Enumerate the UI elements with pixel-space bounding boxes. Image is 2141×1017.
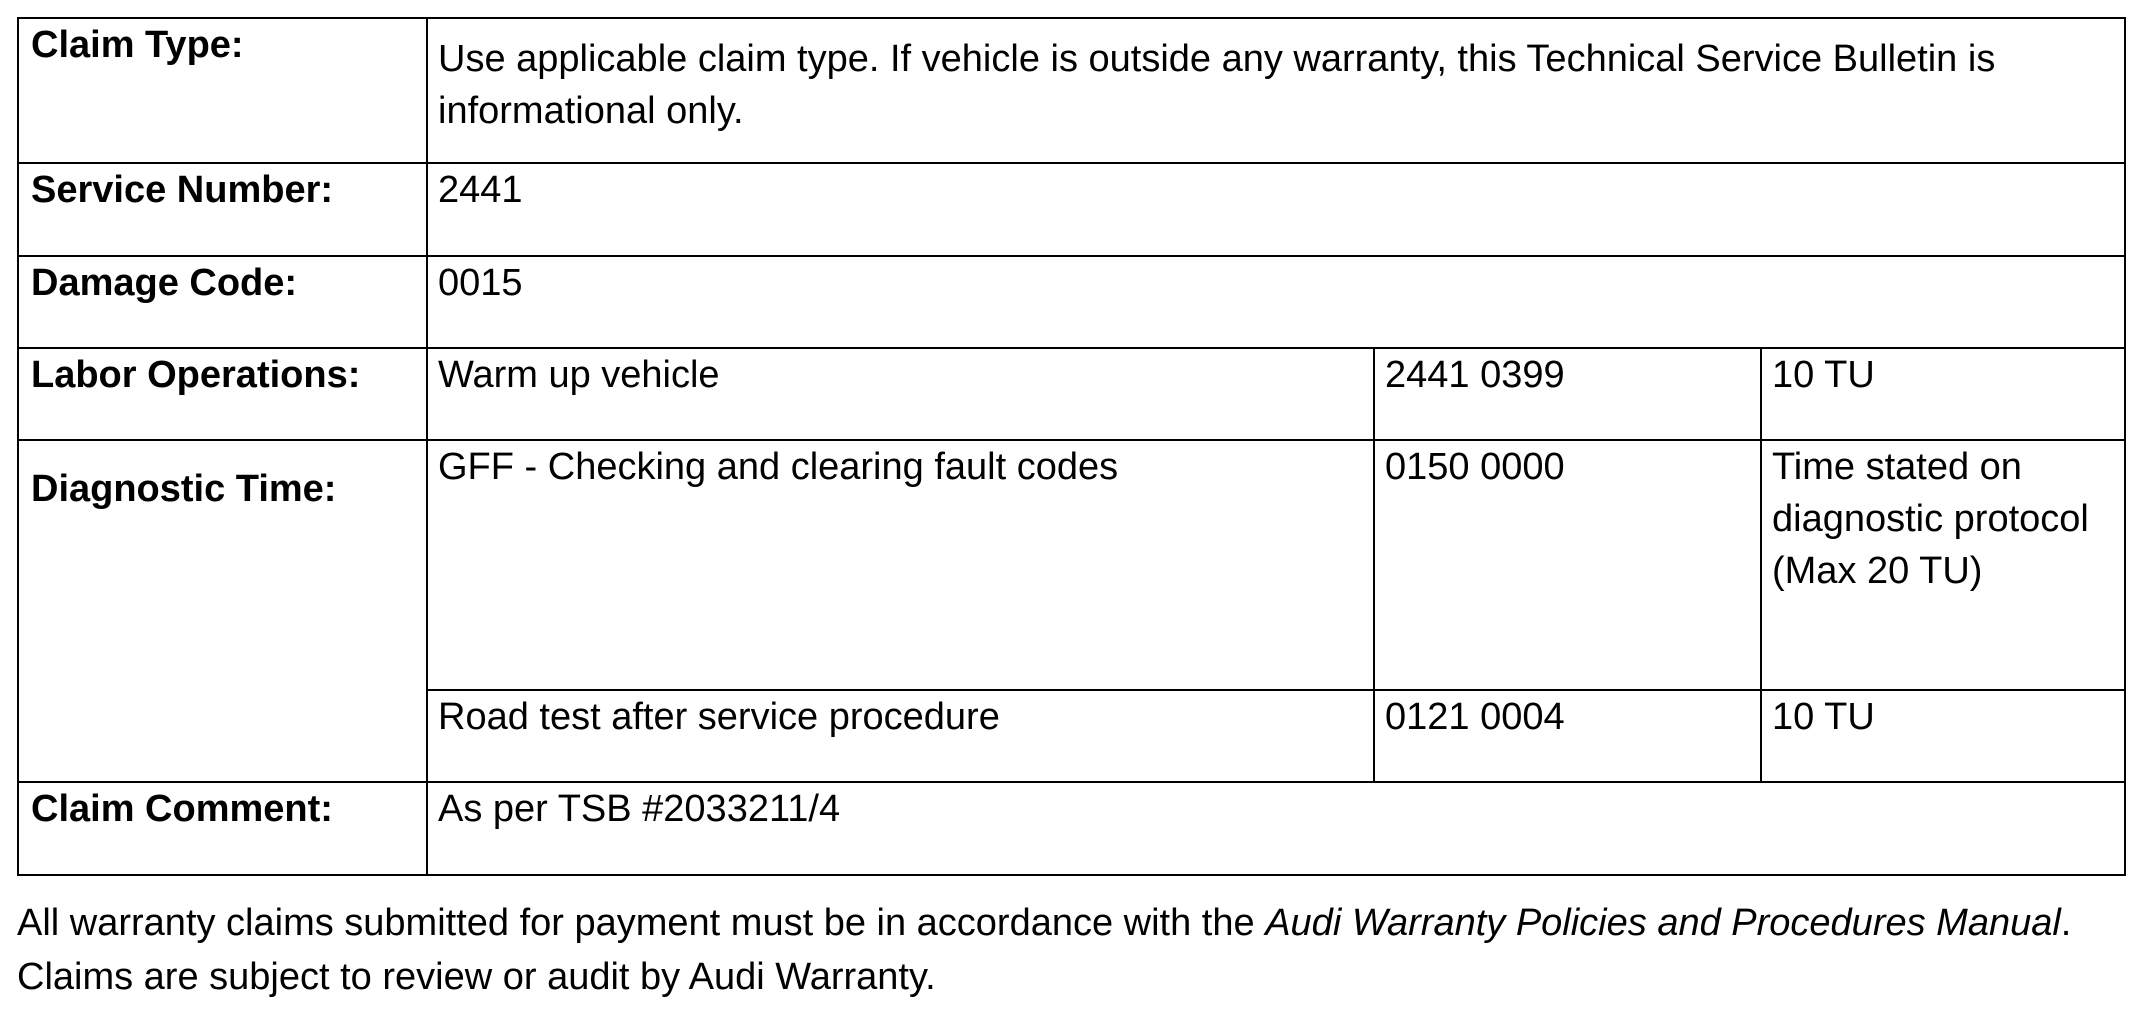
damage-code-value: 0015 xyxy=(427,256,2125,348)
warranty-claim-table xyxy=(17,17,2126,876)
service-number-value: 2441 xyxy=(427,163,2125,256)
diagnostic-entry-description: GFF - Checking and clearing fault codes xyxy=(427,440,1374,690)
claim-type-label: Claim Type: xyxy=(18,18,427,163)
claim-comment-row xyxy=(18,782,2125,875)
labor-operations-label: Labor Operations: xyxy=(18,348,427,440)
diagnostic-time-label: Diagnostic Time: xyxy=(18,440,427,782)
claim-comment-value: As per TSB #2033211/4 xyxy=(427,782,2125,875)
damage-code-label: Damage Code: xyxy=(18,256,427,348)
service-number-row xyxy=(18,163,2125,256)
labor-operation-time: 10 TU xyxy=(1761,348,2125,440)
policy-manual-title: Audi Warranty Policies and Procedures Manual xyxy=(1265,902,2061,944)
diagnostic-entry-code: 0150 0000 xyxy=(1374,440,1761,690)
diagnostic-entry-time: Time stated on diagnostic protocol (Max 20 TU) xyxy=(1761,440,2125,690)
service-number-label: Service Number: xyxy=(18,163,427,256)
policy-note-text-end: . Claims are subject to review or audit by Audi Warranty. xyxy=(17,902,2072,998)
diagnostic-time-row xyxy=(18,440,2125,690)
labor-operations-row xyxy=(18,348,2125,440)
diagnostic-entry-description: Road test after service procedure xyxy=(427,690,1374,782)
diagnostic-entry-code: 0121 0004 xyxy=(1374,690,1761,782)
claim-type-value: Use applicable claim type. If vehicle is outside any warranty, this Technical Service Bulletin is informational only. xyxy=(427,18,2125,163)
claim-type-row xyxy=(18,18,2125,163)
labor-operation-description: Warm up vehicle xyxy=(427,348,1374,440)
warranty-policy-note xyxy=(17,896,2127,1004)
diagnostic-entry-time: 10 TU xyxy=(1761,690,2125,782)
policy-note-text: All warranty claims submitted for payment must be in accordance with the xyxy=(17,902,1266,944)
damage-code-row xyxy=(18,256,2125,348)
labor-operation-code: 2441 0399 xyxy=(1374,348,1761,440)
claim-comment-label: Claim Comment: xyxy=(18,782,427,875)
